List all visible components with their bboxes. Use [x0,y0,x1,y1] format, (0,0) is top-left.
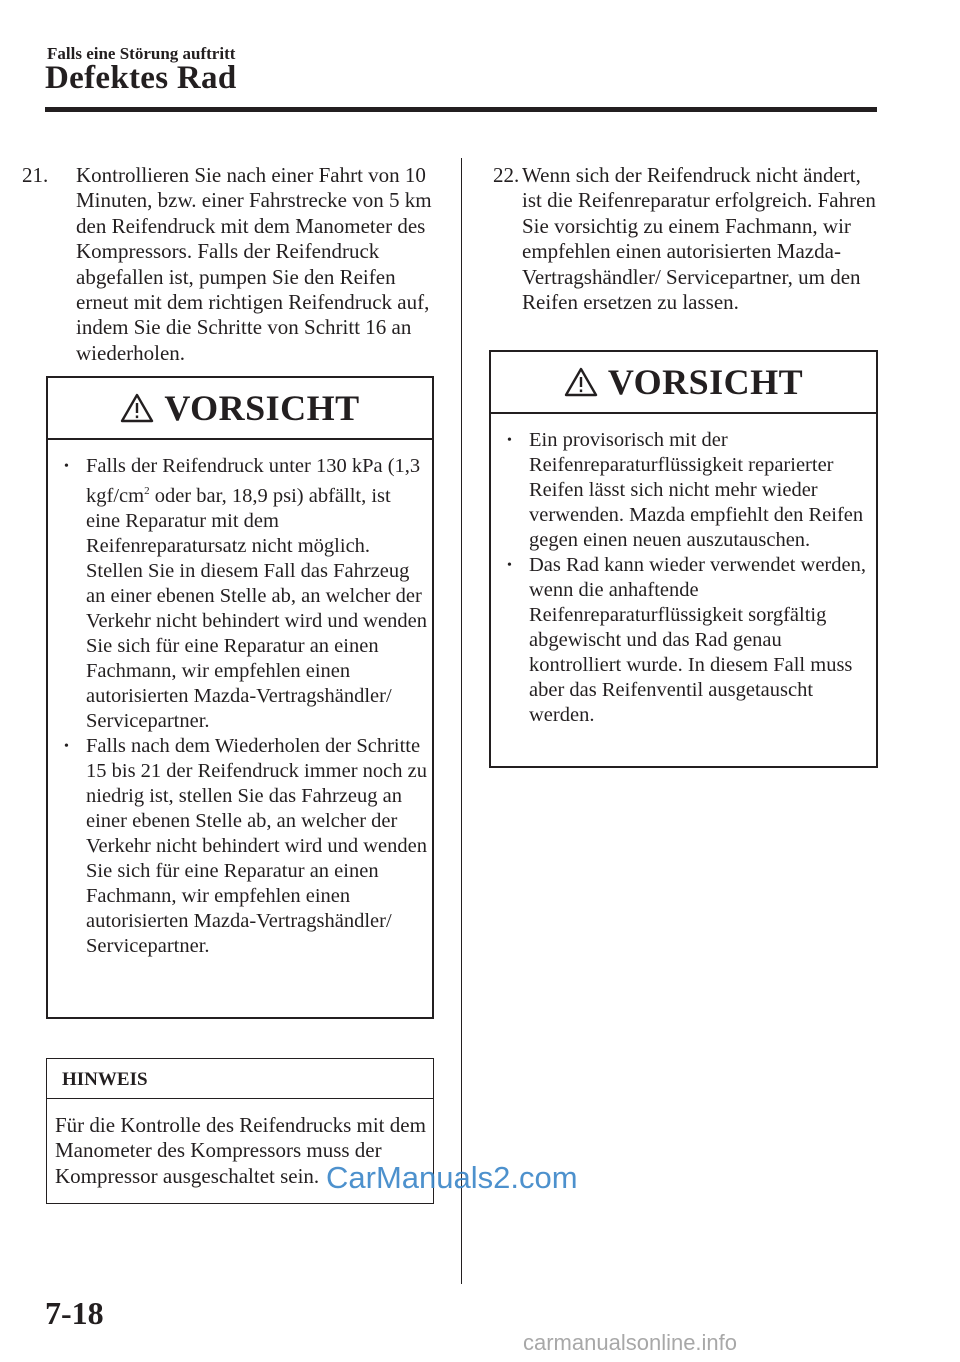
step-number: 21. [22,163,49,187]
step-21 [22,163,442,366]
caution-item: • Das Rad kann wieder verwendet werden, wenn die anhaftende Reifenreparaturflüssigkeit sorgfältig abgewischt und das Rad genau kontrolliert wurde. In diesem Fall muss aber das Reifenventil ausgetauscht werden. [501,553,872,728]
caution-item: • Falls der Reifendruck unter 130 kPa (1,3 kgf/$cm^2$ oder bar, 18,9 psi) abfällt, ist eine Reparatur mit dem Reifenreparatursatz nicht möglich. Stellen Sie in diesem Fall das Fahrzeug an einer ebenen Stelle ab, an welcher der Verkehr nicht behindert wird und wenden Sie sich für eine Reparatur an einen Fachmann, wir empfehlen einen autorisierten Mazda-Vertragshändler/ Servicepartner. [58,454,428,734]
caution-title: VORSICHT [164,388,360,428]
note-title: HINWEIS [47,1059,433,1099]
caution-header [491,352,876,414]
step-text: Kontrollieren Sie nach einer Fahrt von 10 Minuten, bzw. einer Fahrstrecke von 5 km den Reifendruck mit dem Manometer des Kompressors. Falls der Reifendruck abgefallen ist, pumpen Sie den Reifen erneut mit dem richtigen Reifendruck auf, indem Sie die Schritte von Schritt 16 an wiederholen. [76,163,432,365]
step-text: Wenn sich der Reifendruck nicht ändert, ist die Reifenreparatur erfolgreich. Fahren Sie vorsichtig zu einem Fachmann, wir empfehlen einen autorisierten Mazda-Vertragshändler/ Servicepartner, um den Reifen ersetzen zu lassen. [522,163,876,315]
caution-header [48,378,432,440]
warning-triangle-icon [564,367,598,397]
warning-triangle-icon [120,393,154,423]
step-number: 22. [493,163,520,187]
caution-title: VORSICHT [607,362,804,402]
caution-item: • Falls nach dem Wiederholen der Schritte 15 bis 21 der Reifendruck immer noch zu niedrig ist, stellen Sie das Fahrzeug an einer ebenen Stelle ab, an welcher der Verkehr nicht behindert wird und wenden Sie sich für eine Reparatur an einen Fachmann, wir empfehlen einen autorisierten Mazda-Vertragshändler/ Servicepartner. [58,734,428,959]
caution-box [46,376,434,1019]
step-22 [493,163,885,315]
caution-list [491,414,876,728]
header-rule [45,107,877,112]
page-number: 7-18 [45,1295,104,1331]
chapter-title: Defektes Rad [45,60,237,96]
caution-list [48,440,432,959]
section-label: Falls eine Störung auftritt [47,44,236,63]
note-text: Für die Kontrolle des Reifendrucks mit dem Manometer des Kompressors muss der Kompressor ausgeschaltet sein. [55,1113,426,1188]
caution-box [489,350,878,768]
column-divider [461,158,462,1284]
footer-watermark: carmanualsonline.info [523,1330,738,1355]
watermark: CarManuals2.com [326,1160,578,1195]
caution-item: • Ein provisorisch mit der Reifenreparaturflüssigkeit reparierter Reifen lässt sich nicht mehr wieder verwenden. Mazda empfiehlt den Reifen gegen einen neuen auszutauschen. [501,428,872,553]
